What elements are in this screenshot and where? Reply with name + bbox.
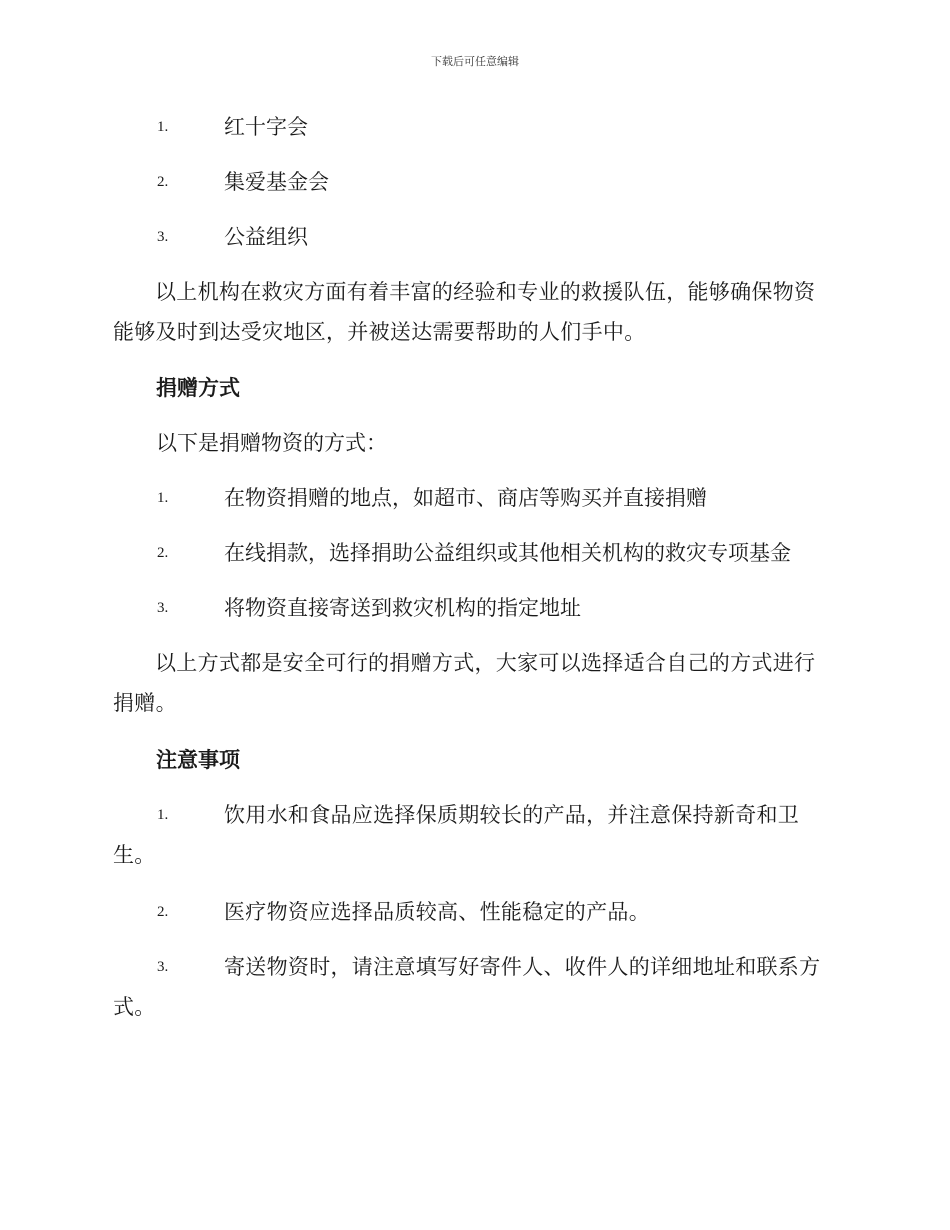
paragraph-intro: 以下是捐赠物资的方式： xyxy=(156,431,387,455)
list-number: 1. xyxy=(157,490,169,506)
list-text: 医疗物资应选择品质较高、性能稳定的产品。 xyxy=(224,900,650,924)
page-header: 下载后可任意编辑 xyxy=(431,55,519,68)
list-text: 公益组织 xyxy=(224,225,308,249)
list-item xyxy=(113,795,833,875)
paragraph: 以上方式都是安全可行的捐赠方式，大家可以选择适合自己的方式进行捐赠。 xyxy=(113,651,816,715)
list-item xyxy=(113,947,833,1027)
list-number: 3. xyxy=(157,229,169,245)
section-heading: 捐赠方式 xyxy=(156,375,240,400)
list-text: 将物资直接寄送到救灾机构的指定地址 xyxy=(224,596,581,620)
list-number: 1. xyxy=(157,119,169,135)
paragraph: 以上机构在救灾方面有着丰富的经验和专业的救援队伍，能够确保物资能够及时到达受灾地区，并被送达需要帮助的人们手中。 xyxy=(113,280,816,344)
list-number: 1. xyxy=(157,807,169,823)
list-text: 集爱基金会 xyxy=(224,170,329,194)
list-number: 2. xyxy=(157,545,169,561)
list-number: 2. xyxy=(157,904,169,920)
section-heading: 注意事项 xyxy=(156,747,240,772)
list-text: 饮用水和食品应选择保质期较长的产品，并注意保持新奇和卫生。 xyxy=(113,803,800,867)
list-text: 红十字会 xyxy=(224,115,308,139)
list-number: 2. xyxy=(157,174,169,190)
list-text: 在物资捐赠的地点，如超市、商店等购买并直接捐赠 xyxy=(224,486,707,510)
list-item xyxy=(113,892,833,932)
list-number: 3. xyxy=(157,959,169,975)
list-text: 在线捐款，选择捐助公益组织或其他相关机构的救灾专项基金 xyxy=(224,541,791,565)
list-number: 3. xyxy=(157,600,169,616)
list-text: 寄送物资时，请注意填写好寄件人、收件人的详细地址和联系方式。 xyxy=(113,955,821,1019)
